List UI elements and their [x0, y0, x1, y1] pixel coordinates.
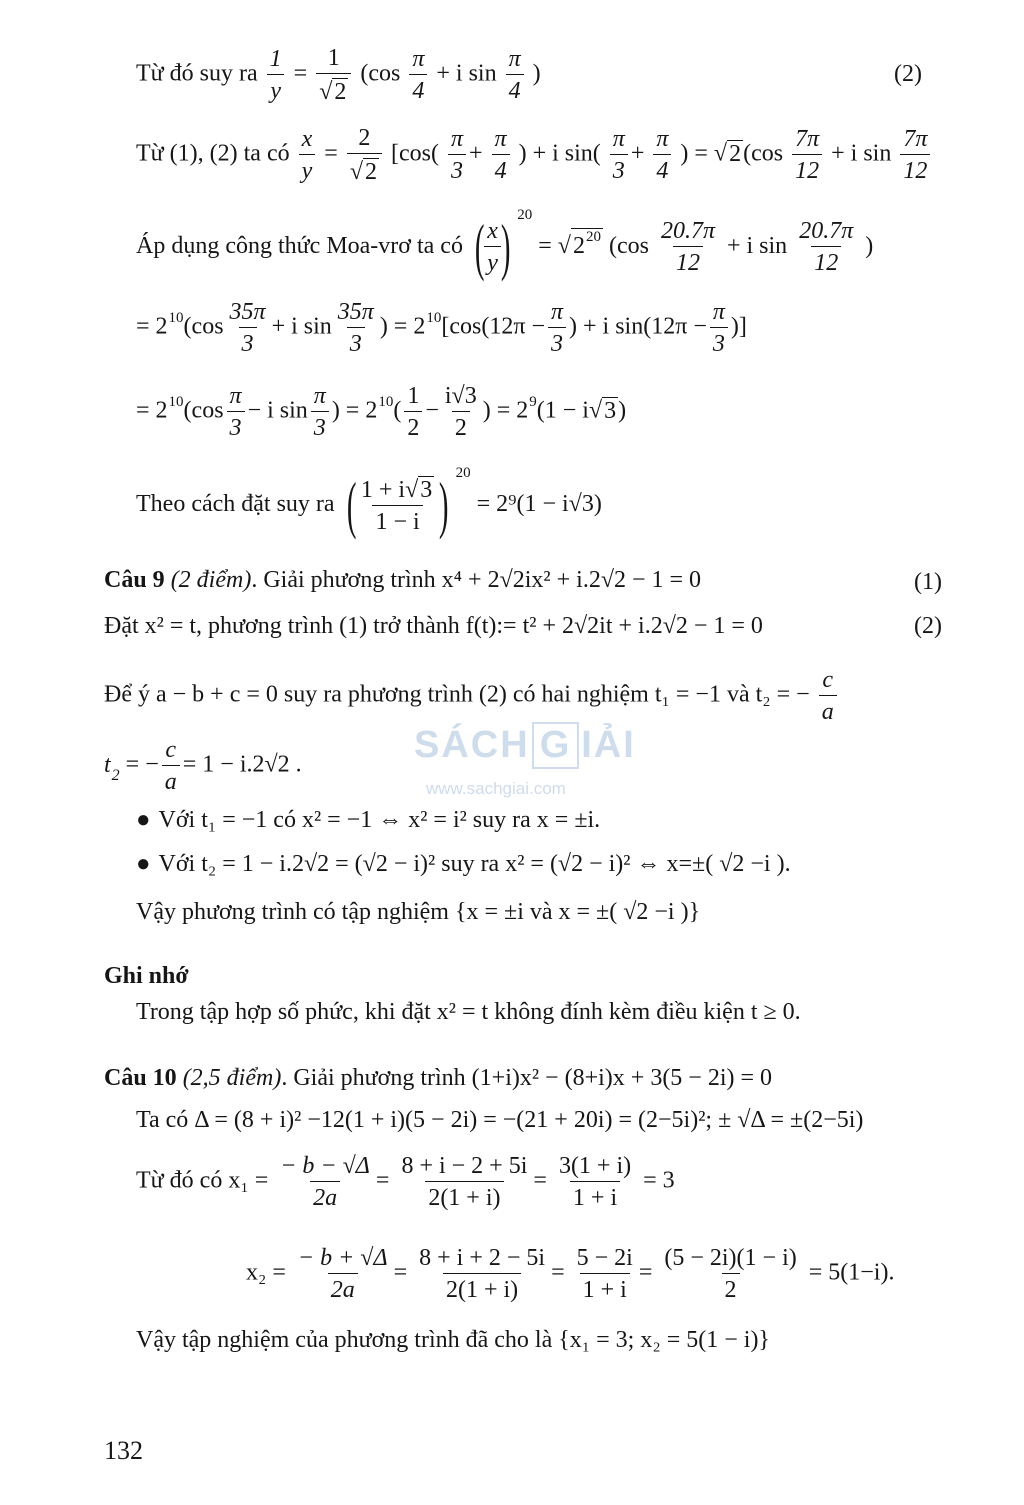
fraction-pi-over-4: $\frac{\pi}{4}$ — [409, 47, 427, 103]
fraction-7pi-12: $\frac{7\pi}{12}$ — [792, 127, 822, 183]
question-9-observation — [104, 668, 840, 724]
equals-sign-3: = — [538, 233, 552, 259]
watermark-right: IẢI — [581, 724, 636, 766]
x2-frac2-num: 8 + i + 2 − 5i — [419, 1245, 546, 1271]
x2-frac2-den: 2(1 + i) — [443, 1273, 521, 1302]
x2-frac4-num: (5 − 2i)(1 − i) — [664, 1245, 797, 1271]
fraction-2-over-sqrt2: $\frac{2}{√2}$ — [347, 126, 382, 184]
line-6: Theo cách đặt suy ra ( $\frac{1 + i√3}{1 - i}$ ) $^{20}$ = 2⁹(1 − i√3) — [136, 465, 602, 541]
line-4: = $2^{10}(\cos$ $\frac{35\pi}{3}$ + i sin $\frac{35\pi}{3}$ ) = $2^{10}[\cos(12\pi$ − $\frac{\pi}{3}$ ) + i sin(12π − $\frac{\pi}{3}$ )] — [136, 299, 747, 357]
question-10-delta: Ta có Δ = (8 + i)² −12(1 + i)(5 − 2i) = −(21 + 20i) = (2−5i)²; ± √Δ = ±(2−5i) — [136, 1107, 864, 1133]
fraction-pi-over-4b: $\frac{\pi}{4}$ — [506, 47, 524, 103]
cos-bracket-open: [cos( — [390, 140, 439, 167]
plus-isin-3: + i sin — [726, 233, 788, 259]
line-5: = $2^{10}(\cos$ $\frac{\pi}{3}$ − i sin $\frac{\pi}{3}$ ) = $2^{10}$( $\frac{1}{2}$ − $\frac{i√3}{2}$ ) = $2^9(1 - i√3)$ — [136, 383, 627, 441]
question-10-conclusion: Vậy tập nghiệm của phương trình đã cho là {x₁ = 3; x₂ = 5(1 − i)} — [136, 1327, 770, 1353]
cos-open-3: (cos — [608, 233, 649, 259]
question-10-heading — [104, 1066, 772, 1090]
x2-frac4-den: 2 — [722, 1273, 740, 1302]
line-6-rhs: = 2⁹(1 − i√3) — [476, 491, 602, 517]
watermark-box: G — [532, 722, 580, 769]
equals-sign: = — [293, 60, 308, 87]
question-9-t2: $t_2$ = − $\frac{c}{a}$ = 1 − i.2√2 . — [104, 737, 302, 795]
fraction-1-over-y: $\frac{1}{y}$ — [267, 47, 285, 103]
line-1-text: Từ đó suy ra — [136, 60, 258, 87]
equation-tag-1: (1) — [914, 569, 942, 595]
equation-tag-2: (2) — [894, 61, 922, 87]
question-9-observation-text: Để ý a − b + c = 0 suy ra phương trình (2) có hai nghiệm t₁ = −1 và t₂ = − — [104, 681, 810, 708]
watermark-left: SÁCH — [414, 724, 530, 766]
note-title: Ghi nhớ — [104, 963, 189, 989]
fraction-pi-3b: $\frac{\pi}{3}$ — [610, 127, 628, 183]
question-9-bullet-1 — [136, 808, 600, 832]
question-10-statement: . Giải phương trình (1+i)x² − (8+i)x + 3(5 − 2i) = 0 — [281, 1065, 773, 1091]
fraction-c-over-a: $\frac{c}{a}$ — [819, 668, 837, 724]
question-9-bullet-2 — [136, 852, 791, 876]
question-10-title: Câu 10 — [104, 1065, 177, 1091]
x2-frac3-num: 5 − 2i — [576, 1245, 633, 1271]
x1-frac1-den: 2a — [310, 1181, 340, 1210]
x2-label: x₂ = — [246, 1259, 286, 1286]
x2-frac1-den: 2a — [328, 1273, 358, 1302]
line-6-text: Theo cách đặt suy ra — [136, 491, 335, 517]
question-10-x2: x₂ = $\frac{- b + √\Delta}{2a}$ = $\frac{8 + i + 2 - 5i}{2(1 + i)}$ = $\frac{5 - 2i}{1 + i}$ = $\frac{(5 - 2i)(1 - i)}{2}$ = 5(1−i). — [246, 1245, 895, 1303]
x1-result: = 3 — [643, 1167, 675, 1194]
x1-frac1-num: − b − √Δ — [280, 1153, 370, 1179]
question-9-statement: . Giải phương trình x⁴ + 2√2ix² + i.2√2 − 1 = 0 — [251, 567, 702, 593]
x1-frac3-den: 1 + i — [570, 1181, 620, 1210]
x2-frac3-den: 1 + i — [580, 1273, 630, 1302]
line-2: Từ (1), (2) ta có $\frac{x}{y}$ = $\frac{2}{√2}$ [cos( $\frac{\pi}{3}$ + $\frac{\pi}{4}$ ) + i sin( $\frac{\pi}{3}$ + $\frac{\pi}{4}$ ) = √2(cos $\frac{7\pi}{12}$ + i sin $\frac{7\pi}{12}$ — [136, 126, 933, 184]
fraction-x-y: $\frac{x}{y}$ — [484, 219, 501, 275]
exponent-20: 20 — [517, 207, 533, 223]
x2-result: = 5(1−i). — [808, 1259, 895, 1286]
fraction-1plus-over-1minus: $\frac{1 + i√3}{1 - i}$ — [360, 477, 433, 536]
bullet-icon: ● — [136, 851, 151, 877]
x1-label: Từ đó có x₁ = — [136, 1167, 269, 1194]
question-10-points: (2,5 điểm) — [182, 1065, 282, 1091]
watermark-logo — [414, 722, 636, 769]
x1-frac2-den: 2(1 + i) — [425, 1181, 503, 1210]
fraction-x-over-y: $\frac{x}{y}$ — [299, 127, 316, 183]
cos-open: (cos — [360, 60, 401, 87]
page-number: 132 — [104, 1436, 143, 1465]
question-9-bullet-1-text: Với t₁ = −1 có x² = −1 ⇔ x² = i² suy ra x = ±i. — [158, 807, 601, 833]
fraction-7pi-12b: $\frac{7\pi}{12}$ — [900, 127, 930, 183]
line-1 — [136, 46, 541, 104]
close-paren: ) — [532, 60, 541, 87]
question-9-substitution: Đặt x² = t, phương trình (1) trở thành f(t):= t² + 2√2it + i.2√2 − 1 = 0 — [104, 613, 763, 639]
cos-open-2: (cos — [743, 140, 784, 167]
note-text: Trong tập hợp số phức, khi đặt x² = t không đính kèm điều kiện t ≥ 0. — [136, 999, 801, 1025]
question-9-title: Câu 9 — [104, 567, 165, 593]
x1-frac2-num: 8 + i − 2 + 5i — [401, 1153, 528, 1179]
plus-isin-2: + i sin — [831, 140, 892, 167]
equation-tag-2b: (2) — [914, 613, 942, 639]
line-3: Áp dụng công thức Moa-vrơ ta có ( $\frac{x}{y}$ ) $^{20} = √2^{20}$ (cos $\frac{20.7\pi}{12}$ + i sin $\frac{20.7\pi}{12}$ ) — [136, 207, 874, 283]
equals-sign-2: = — [324, 140, 338, 167]
question-10-x1: Từ đó có x₁ = $\frac{- b - √\Delta}{2a}$ = $\frac{8 + i - 2 + 5i}{2(1 + i)}$ = $\frac{3(1 + i)}{1 + i}$ = 3 — [136, 1153, 675, 1211]
watermark-url: www.sachgiai.com — [426, 779, 566, 798]
radicand: 2 — [572, 233, 585, 259]
fraction-20-7pi-12b: $\frac{20.7\pi}{12}$ — [799, 218, 854, 277]
fraction-pi-4: $\frac{\pi}{4}$ — [492, 127, 510, 183]
line-2-text: Từ (1), (2) ta có — [136, 140, 290, 167]
close-paren-3: ) — [865, 233, 874, 259]
question-9-t2-value: = 1 − i.2√2 . — [182, 751, 302, 778]
x1-frac3-num: 3(1 + i) — [558, 1153, 632, 1179]
close-equals: ) = — [680, 140, 708, 167]
plus-isin: ) + i sin( — [518, 140, 601, 167]
fraction-20-7pi-12: $\frac{20.7\pi}{12}$ — [660, 218, 715, 277]
plus-i-sin: + i sin — [436, 60, 497, 87]
line-3-text: Áp dụng công thức Moa-vrơ ta có — [136, 233, 463, 259]
question-9-conclusion: Vậy phương trình có tập nghiệm {x = ±i và x = ±( √2 −i )} — [136, 899, 701, 925]
fraction-1-over-sqrt2: $\frac{1}{√2}$ — [316, 46, 351, 104]
question-9-bullet-2-text: Với t₂ = 1 − i.2√2 = (√2 − i)² suy ra x² = (√2 − i)² ⇔ x=±( √2 −i ). — [158, 851, 791, 877]
fraction-pi-4b: $\frac{\pi}{4}$ — [653, 127, 671, 183]
question-9-points: (2 điểm) — [170, 567, 252, 593]
x2-frac1-num: − b + √Δ — [297, 1245, 388, 1271]
question-9-heading — [104, 568, 701, 592]
bullet-icon: ● — [136, 807, 151, 833]
fraction-pi-3: $\frac{\pi}{3}$ — [448, 127, 466, 183]
